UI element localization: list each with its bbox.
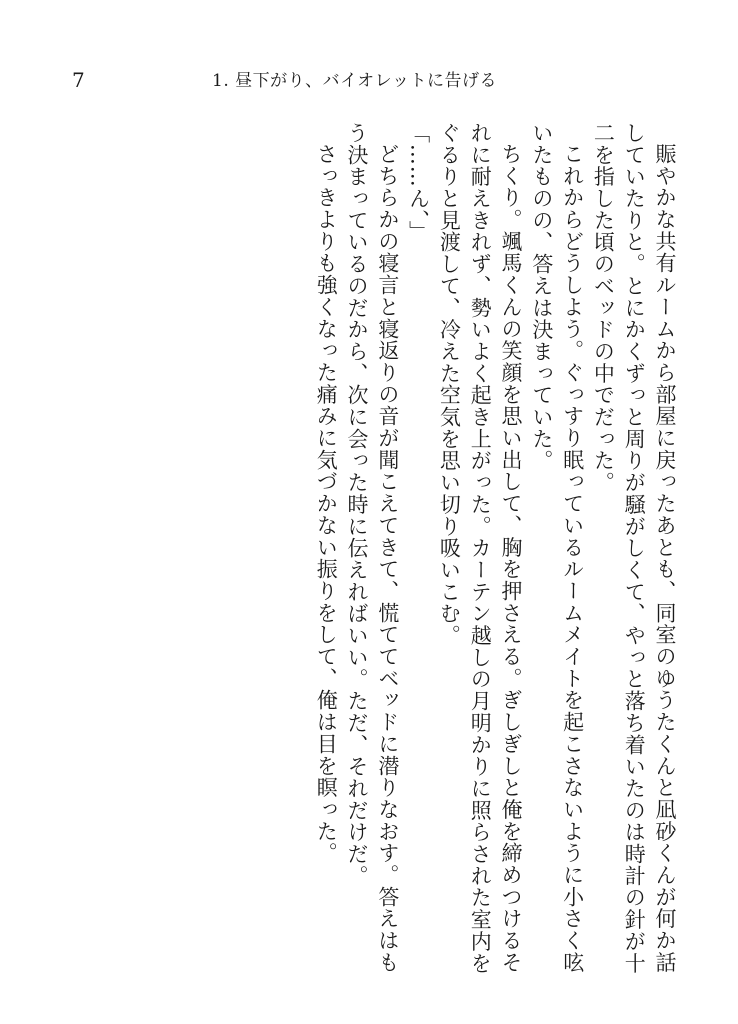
dialogue-line: 「……ん、」 <box>406 122 431 243</box>
paragraph: ちくり。颯馬くんの笑顔を思い出して、胸を押さえる。ぎしぎしと俺を締めつけるそれに耐えきれず、勢いよく起き上がった。カーテン越しの月明かりに照らされた室内をぐるりと見渡して、冷えた空気を思い切り吸いこむ。 <box>437 122 524 975</box>
body-text <box>60 122 680 982</box>
paragraph: 賑やかな共有ルームから部屋に戻ったあとも、同室のゆうたくんと凪砂くんが何か話していたりと。とにかくずっと周りが騒がしくて、やっと落ち着いたのは時計の針が十二を指した頃のベッドの中でだった。 <box>591 122 677 975</box>
paragraph: どちらかの寝言と寝返りの音が聞こえてきて、慌ててベッドに潜りなおす。答えはもう決まっているのだから、次に会った時に伝えればいい。ただ、それだけだ。 <box>345 122 400 974</box>
paragraph: さっきよりも強くなった痛みに気づかない振りをして、俺は目を瞑った。 <box>314 143 339 865</box>
scene-break-mark <box>60 122 310 982</box>
paragraph: これからどうしよう。ぐっすり眠っているルームメイトを起こさないように小さく呟いたものの、答えは決まっていた。 <box>529 122 585 974</box>
page-number: 7 <box>72 68 85 92</box>
running-title: 1. 昼下がり、バイオレットに告げる <box>212 71 497 91</box>
